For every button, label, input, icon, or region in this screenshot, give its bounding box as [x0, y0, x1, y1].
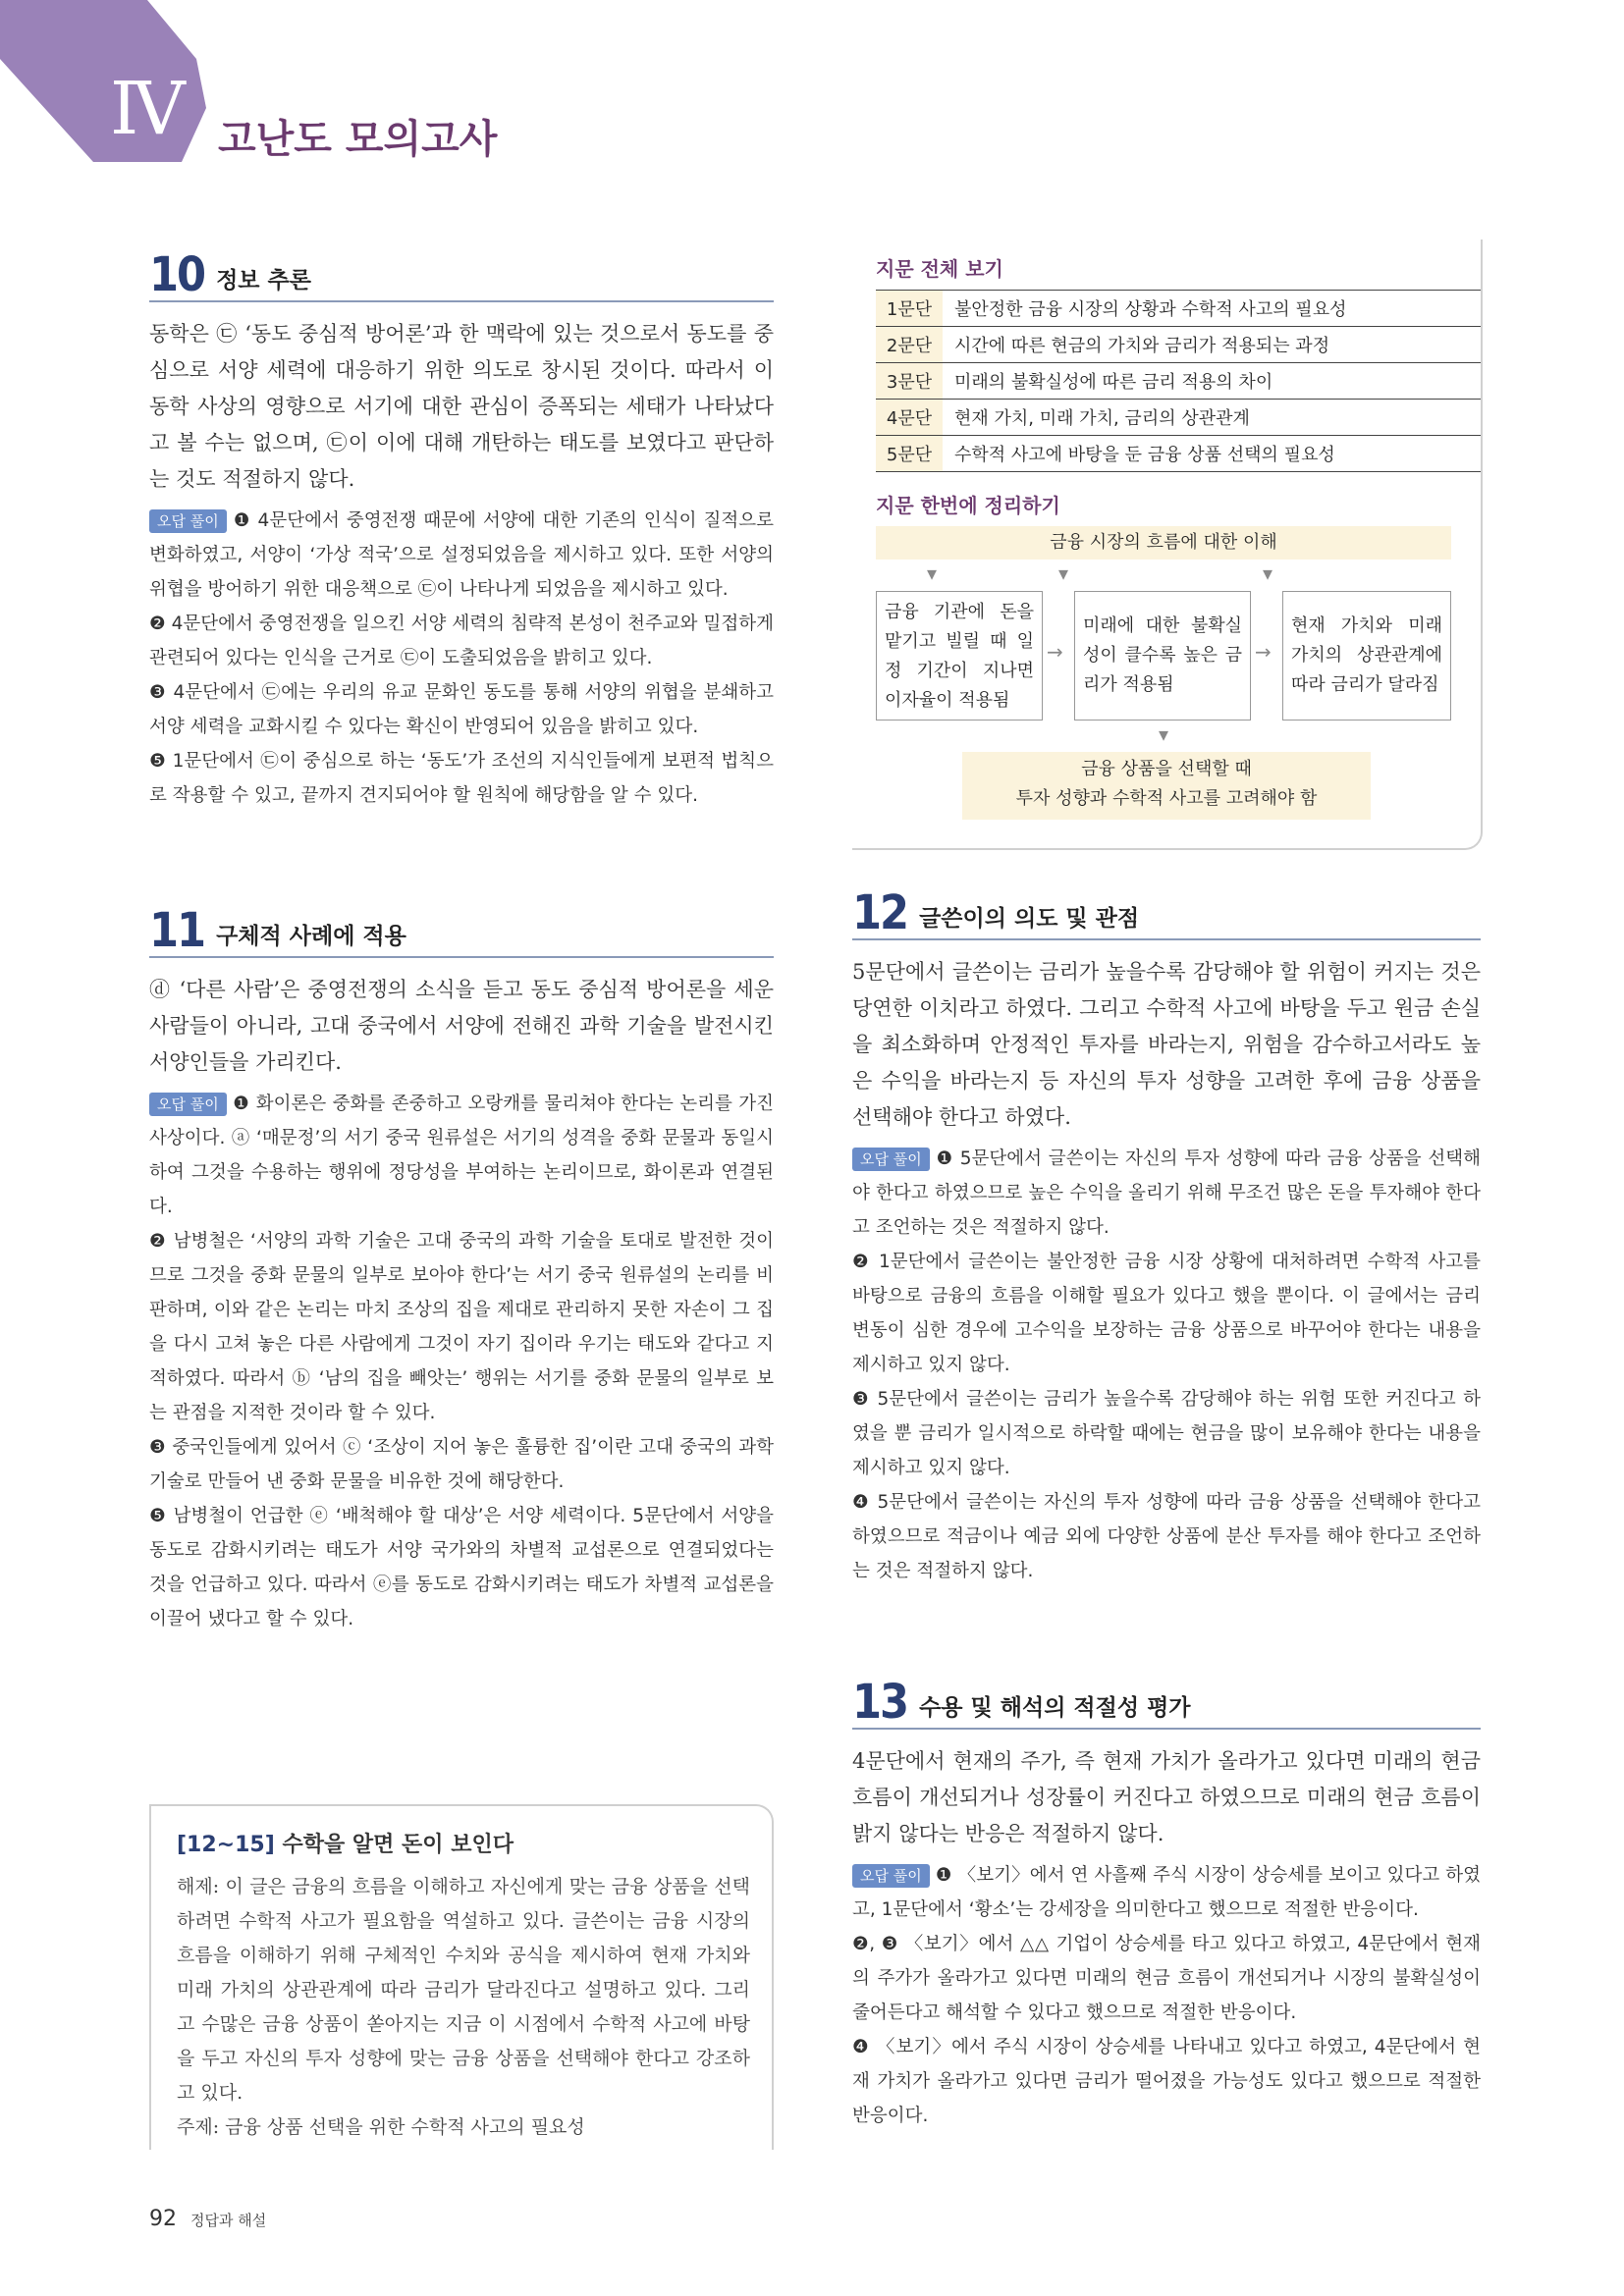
answer-explanation: 5문단에서 글쓴이는 금리가 높을수록 감당해야 할 위험이 커지는 것은 당연한 이치라고 하였다. 그리고 수학적 사고에 바탕을 두고 원금 손실을 최소화하며 안정적인 투자를 바라는지, 위험을 감수하고서라도 높은 수익을 바라는지 등 자신의 투자 성향을 고려한 후에 금융 상품을 선택해야 한다고 하였다. [852, 960, 1481, 1129]
note-item: ❷ 남병철은 ‘서양의 과학 기술은 고대 중국의 과학 기술을 토대로 발전한 것이므로 그것을 중화 문물의 일부로 보아야 한다’는 서기 중국 원류설의 논리를 비판하며, 이와 같은 논리는 마치 조상의 집을 제대로 관리하지 못한 자손이 그 집을 다시 고쳐 놓은 다른 사람에게 그것이 자기 집이라 우기는 태도와 같다고 지적하였다. 따라서 ⓑ ‘남의 집을 빼앗는’ 행위는 서기를 중화 문물의 일부로 보는 관점을 지적한 것이라 할 수 있다. [149, 1231, 774, 1423]
wrong-answer-notes [852, 1142, 1481, 1588]
table-row [876, 400, 1481, 436]
passage-summary: 해제: 이 글은 금융의 흐름을 이해하고 자신에게 맞는 금융 상품을 선택하려면 수학적 사고가 필요함을 역설하고 있다. 글쓴이는 금융 시장의 흐름을 이해하기 위해 구체적인 수치와 공식을 제시하여 현재 가치와 미래 가치의 상관관계에 따라 금리가 달라진다고 설명하고 있다. 그리고 수많은 금융 상품이 쏟아지는 지금 이 시점에서 수학적 사고에 바탕을 두고 자신의 투자 성향에 맞는 금융 상품을 선택해야 한다고 강조하고 있다. [177, 1876, 750, 2104]
paragraph-key: 1문단 [876, 291, 943, 327]
note-item: ❹ 〈보기〉에서 주식 시장이 상승세를 나타내고 있다고 하였고, 4문단에서 현재 가치가 올라가고 있다면 금리가 떨어졌을 가능성도 있다고 했으므로 적절한 반응이다. [852, 2037, 1481, 2126]
note-item: ❷ 4문단에서 중영전쟁을 일으킨 서양 세력의 침략적 본성이 천주교와 밀접하게 관련되어 있다는 인식을 근거로 ㉢이 도출되었음을 밝히고 있다. [149, 614, 774, 668]
passage-title-text: 수학을 알면 돈이 보인다 [282, 1833, 514, 1857]
page-footer [149, 2207, 266, 2231]
question-number: 12 [852, 885, 908, 940]
wrong-answer-badge: 오답 풀이 [149, 509, 227, 533]
wrong-answer-notes [149, 504, 774, 813]
note-item: ❸ 5문단에서 글쓴이는 금리가 높을수록 감당해야 하는 위험 또한 커진다고 하였을 뿐 금리가 일시적으로 하락할 때에는 현금을 많이 보유해야 한다는 내용을 제시하고 있지 않다. [852, 1389, 1481, 1478]
wrong-answer-badge: 오답 풀이 [149, 1093, 227, 1116]
passage-title [177, 1828, 750, 1858]
answer-explanation: 4문단에서 현재의 주가, 즉 현재 가치가 올라가고 있다면 미래의 현금 흐름이 개선되거나 성장률이 커진다고 하였으므로 미래의 현금 흐름이 밝지 않다는 반응은 적절하지 않다. [852, 1749, 1481, 1845]
note-item: ❸ 4문단에서 ㉢에는 우리의 유교 문화인 동도를 통해 서양의 위협을 분쇄하고 서양 세력을 교화시킬 수 있다는 확신이 반영되어 있음을 밝히고 있다. [149, 682, 774, 737]
chapter-title: 고난도 모의고사 [218, 117, 498, 162]
note-item: ❸ 중국인들에게 있어서 ⓒ ‘조상이 지어 놓은 훌륭한 집’이란 고대 중국의 과학 기술로 만들어 낸 중화 문물을 비유한 것에 해당한다. [149, 1437, 774, 1492]
note-item: ❷, ❸ 〈보기〉에서 △△ 기업이 상승세를 타고 있다고 하였고, 4문단에서 현재의 주가가 올라가고 있다면 미래의 현금 흐름이 개선되거나 시장의 불확실성이 줄어든다고 해석할 수 있다고 했으므로 적절한 반응이다. [852, 1934, 1481, 2023]
arrow-down-icon: ▾ [1058, 561, 1069, 585]
arrow-right-icon: → [1255, 640, 1272, 664]
question-number: 13 [852, 1675, 908, 1730]
table-row [876, 291, 1481, 327]
conclusion-line-2: 투자 성향과 수학적 사고를 고려해야 함 [1015, 788, 1318, 809]
paragraph-summary: 불안정한 금융 시장의 상황과 수학적 사고의 필요성 [943, 291, 1481, 327]
note-item: ❶ 4문단에서 중영전쟁 때문에 서양에 대한 기존의 인식이 질적으로 변화하였고, 서양이 ‘가상 적국’으로 설정되었음을 제시하고 있다. 또한 서양의 위협을 방어하기 위한 대응책으로 ㉢이 나타나게 되었음을 제시하고 있다. [149, 510, 774, 600]
question-title: 정보 추론 [216, 268, 311, 294]
paragraph-summary: 현재 가치, 미래 가치, 금리의 상관관계 [943, 400, 1481, 436]
question-12 [852, 885, 1481, 1588]
flow-top-box: 금융 시장의 흐름에 대한 이해 [876, 526, 1451, 560]
passage-structure-box [852, 240, 1483, 850]
flow-step-1: 금융 기관에 돈을 맡기고 빌릴 때 일정 기간이 지나면 이자율이 적용됨 [876, 591, 1043, 721]
note-item: ❶ 화이론은 중화를 존중하고 오랑캐를 물리쳐야 한다는 논리를 가진 사상이다. ⓐ ‘매문정’의 서기 중국 원류설은 서기의 성격을 중화 문물과 동일시하여 그것을 수용하는 행위에 정당성을 부여하는 논리이므로, 화이론과 연결된다. [149, 1094, 774, 1217]
structure-label: 지문 전체 보기 [876, 257, 1003, 281]
wrong-answer-badge: 오답 풀이 [852, 1864, 930, 1888]
question-title: 구체적 사례에 적용 [216, 924, 406, 949]
passage-theme: 주제: 금융 상품 선택을 위한 수학적 사고의 필요성 [177, 2116, 585, 2138]
question-11 [149, 903, 774, 1636]
paragraph-key: 3문단 [876, 363, 943, 400]
paragraph-key: 4문단 [876, 400, 943, 436]
paragraph-structure-table [876, 290, 1481, 472]
arrow-right-icon: → [1047, 640, 1063, 664]
wrong-answer-badge: 오답 풀이 [852, 1148, 930, 1171]
question-13 [852, 1675, 1481, 2133]
question-title: 수용 및 해석의 적절성 평가 [919, 1695, 1191, 1721]
flow-conclusion [962, 752, 1371, 820]
paragraph-key: 2문단 [876, 327, 943, 363]
passage-summary-box [149, 1804, 774, 2150]
table-row [876, 327, 1481, 363]
answer-explanation: ⓓ ‘다른 사람’은 중영전쟁의 소식을 듣고 동도 중심적 방어론을 세운 사람들이 아니라, 고대 중국에서 서양에 전해진 과학 기술을 발전시킨 서양인들을 가리킨다. [149, 978, 774, 1074]
paragraph-key: 5문단 [876, 436, 943, 472]
footer-label: 정답과 해설 [190, 2212, 267, 2229]
question-10-header [149, 247, 774, 302]
arrow-down-icon: ▾ [1263, 561, 1273, 585]
paragraph-summary: 수학적 사고에 바탕을 둔 금융 상품 선택의 필요성 [943, 436, 1481, 472]
question-10 [149, 247, 774, 813]
paragraph-summary: 미래의 불확실성에 따른 금리 적용의 차이 [943, 363, 1481, 400]
flow-step-2: 미래에 대한 불확실성이 클수록 높은 금리가 적용됨 [1074, 591, 1251, 721]
question-13-header [852, 1675, 1481, 1730]
note-item: ❶ 5문단에서 글쓴이는 자신의 투자 성향에 따라 금융 상품을 선택해야 한다고 하였으므로 높은 수익을 올리기 위해 무조건 많은 돈을 투자해야 한다고 조언하는 것은 적절하지 않다. [852, 1148, 1481, 1238]
note-item: ❺ 1문단에서 ㉢이 중심으로 하는 ‘동도’가 조선의 지식인들에게 보편적 법칙으로 작용할 수 있고, 끝까지 견지되어야 할 원칙에 해당함을 알 수 있다. [149, 751, 774, 806]
conclusion-line-1: 금융 상품을 선택할 때 [1081, 759, 1252, 779]
flow-step-3: 현재 가치와 미래 가치의 상관관계에 따라 금리가 달라짐 [1282, 591, 1451, 721]
question-12-header [852, 885, 1481, 940]
page-number: 92 [149, 2207, 177, 2231]
note-item: ❺ 남병철이 언급한 ⓔ ‘배척해야 할 대상’은 서양 세력이다. 5문단에서 서양을 동도로 감화시키려는 태도가 서양 국가와의 차별적 교섭론으로 연결되었다는 것을 언급하고 있다. 따라서 ⓔ를 동도로 감화시키려는 태도가 차별적 교섭론을 이끌어 냈다고 할 수 있다. [149, 1506, 774, 1629]
question-11-header [149, 903, 774, 958]
question-number: 10 [149, 247, 205, 302]
table-row [876, 436, 1481, 472]
arrow-down-icon: ▾ [1159, 722, 1169, 746]
paragraph-summary: 시간에 따른 현금의 가치와 금리가 적용되는 과정 [943, 327, 1481, 363]
arrow-down-icon: ▾ [927, 561, 938, 585]
question-number: 11 [149, 903, 205, 958]
passage-range: [12~15] [177, 1833, 275, 1857]
note-item: ❶ 〈보기〉에서 연 사흘째 주식 시장이 상승세를 보이고 있다고 하였고, 1문단에서 ‘황소’는 강세장을 의미한다고 했으므로 적절한 반응이다. [852, 1865, 1481, 1920]
wrong-answer-notes [852, 1858, 1481, 2133]
flow-label: 지문 한번에 정리하기 [876, 494, 1060, 517]
answer-explanation: 동학은 ㉢ ‘동도 중심적 방어론’과 한 맥락에 있는 것으로서 동도를 중심으로 서양 세력에 대응하기 위한 의도로 창시된 것이다. 따라서 이 동학 사상의 영향으로 서기에 대한 관심이 증폭되는 세태가 나타났다고 볼 수는 없으며, ㉢이 이에 대해 개탄하는 태도를 보였다고 판단하는 것도 적절하지 않다. [149, 322, 774, 491]
table-row [876, 363, 1481, 400]
chapter-number: IV [110, 67, 180, 151]
note-item: ❹ 5문단에서 글쓴이는 자신의 투자 성향에 따라 금융 상품을 선택해야 한다고 하였으므로 적금이나 예금 외에 다양한 상품에 분산 투자를 해야 한다고 조언하는 것은 적절하지 않다. [852, 1492, 1481, 1581]
wrong-answer-notes [149, 1087, 774, 1636]
question-title: 글쓴이의 의도 및 관점 [919, 906, 1140, 932]
note-item: ❷ 1문단에서 글쓴이는 불안정한 금융 시장 상황에 대처하려면 수학적 사고를 바탕으로 금융의 흐름을 이해할 필요가 있다고 했을 뿐이다. 이 글에서는 금리 변동이 심한 경우에 고수익을 보장하는 금융 상품으로 바꾸어야 한다는 내용을 제시하고 있지 않다. [852, 1252, 1481, 1375]
